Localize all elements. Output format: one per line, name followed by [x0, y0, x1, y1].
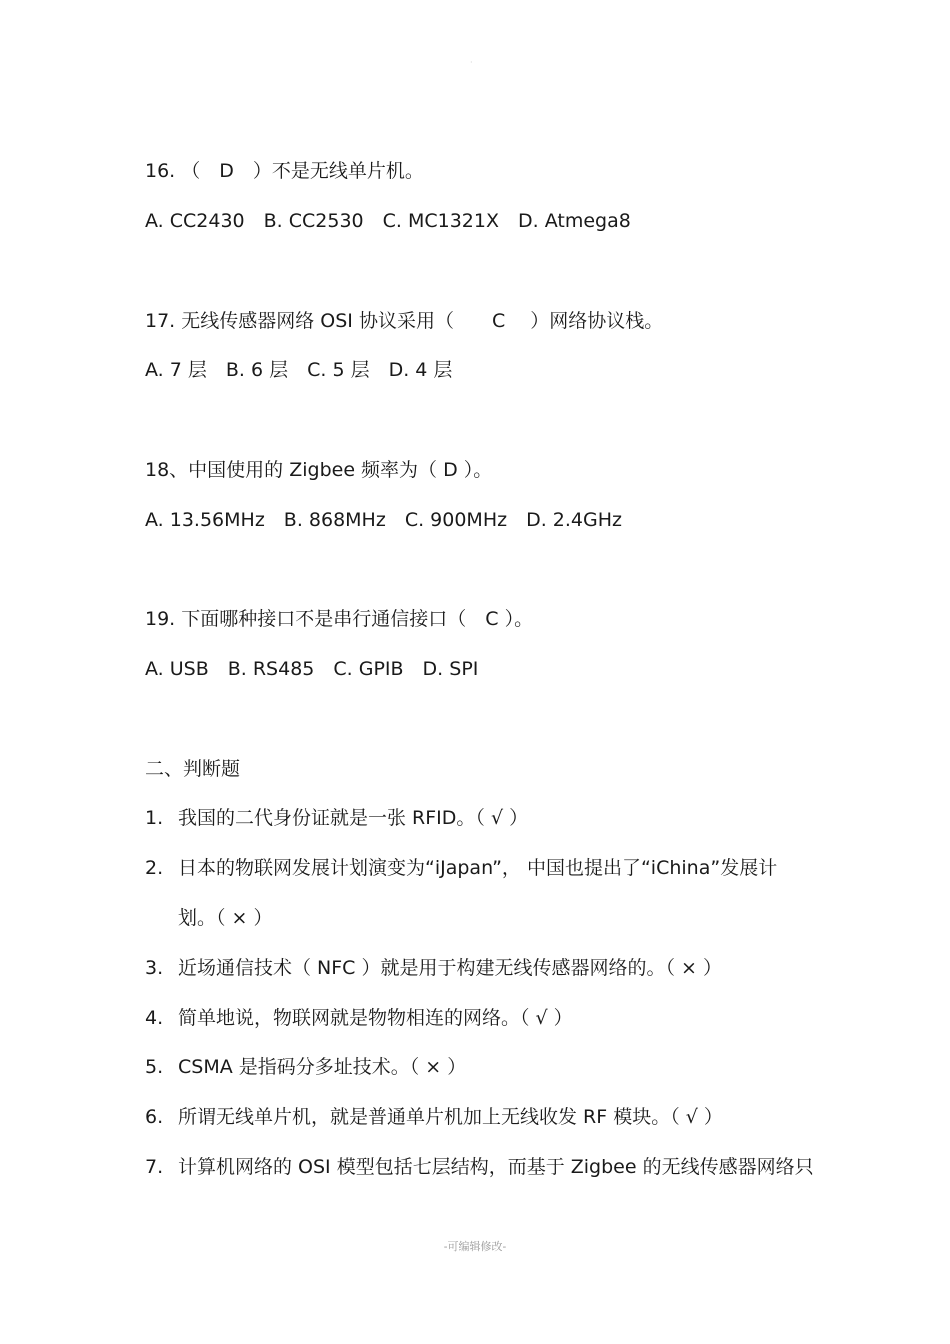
page-footer: -可编辑修改-: [443, 1240, 507, 1253]
judgment-3-number: 3.: [145, 957, 164, 979]
judgment-4-number: 4.: [145, 1007, 164, 1029]
question-18-options: A. 13.56MHz B. 868MHz C. 900MHz D. 2.4GHz: [145, 509, 622, 531]
header-mark: ·: [470, 58, 473, 67]
question-19-options: A. USB B. RS485 C. GPIB D. SPI: [145, 658, 479, 680]
judgment-5-number: 5.: [145, 1056, 164, 1078]
section-title: 二、判断题: [145, 758, 241, 780]
judgment-7-number: 7.: [145, 1156, 164, 1178]
judgment-6-number: 6.: [145, 1106, 164, 1128]
judgment-2-number: 2.: [145, 857, 164, 879]
question-16-options: A. CC2430 B. CC2530 C. MC1321X D. Atmega8: [145, 210, 631, 232]
judgment-1-number: 1.: [145, 807, 164, 829]
judgment-2-text-line2: 划。（ × ）: [178, 907, 273, 929]
judgment-2-text-line1: 日本的物联网发展计划演变为“iJapan”， 中国也提出了“iChina”发展计: [178, 857, 778, 879]
judgment-1-text: 我国的二代身份证就是一张 RFID。（ √ ）: [178, 807, 529, 829]
judgment-4-text: 简单地说，物联网就是物物相连的网络。（ √ ）: [178, 1007, 573, 1029]
judgment-6-text: 所谓无线单片机，就是普通单片机加上无线收发 RF 模块。（ √ ）: [178, 1106, 723, 1128]
judgment-7-text: 计算机网络的 OSI 模型包括七层结构，而基于 Zigbee 的无线传感器网络只: [178, 1156, 814, 1178]
question-16-stem: 16. （ D ）不是无线单片机。: [145, 160, 424, 182]
judgment-5-text: CSMA 是指码分多址技术。（ × ）: [178, 1056, 467, 1078]
judgment-3-text: 近场通信技术（ NFC ）就是用于构建无线传感器网络的。（ × ）: [178, 957, 722, 979]
question-18-stem: 18、中国使用的 Zigbee 频率为（ D ）。: [145, 459, 493, 481]
question-17-stem: 17. 无线传感器网络 OSI 协议采用（ C ）网络协议栈。: [145, 310, 664, 332]
question-17-options: A. 7 层 B. 6 层 C. 5 层 D. 4 层: [145, 359, 453, 381]
question-19-stem: 19. 下面哪种接口不是串行通信接口（ C ）。: [145, 608, 534, 630]
